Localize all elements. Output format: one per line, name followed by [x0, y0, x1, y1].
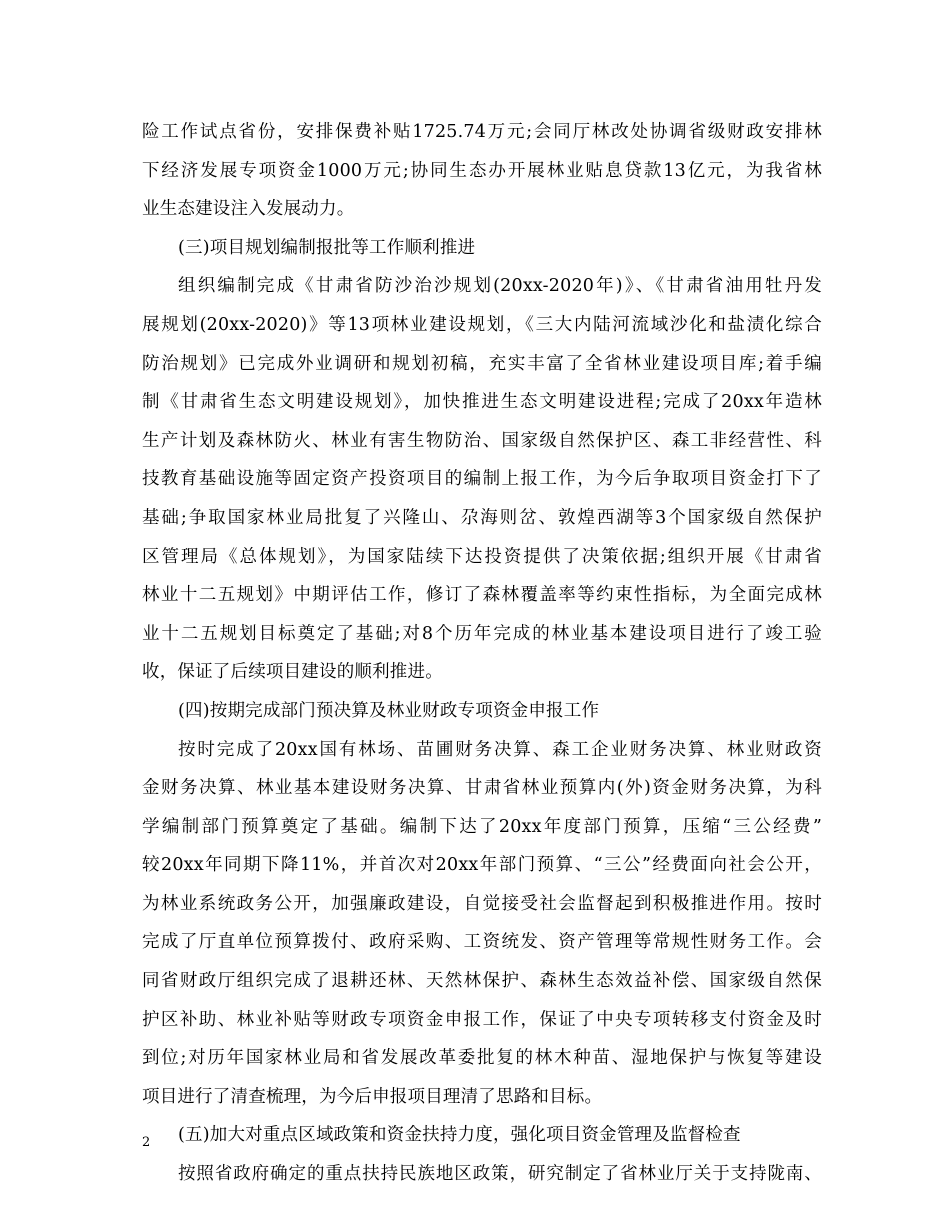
- text-line: 制《甘肃省生态文明建设规划》，加快推进生态文明建设进程;完成了20xx年造林: [142, 392, 822, 413]
- text-line: 到位;对历年国家林业局和省发展改革委批复的林木种苗、湿地保护与恢复等建设: [142, 1048, 822, 1069]
- text-line: 业生态建设注入发展动力。: [142, 199, 355, 220]
- text-line: 生产计划及森林防火、林业有害生物防治、国家级自然保护区、森工非经营性、科: [142, 430, 822, 451]
- text-line: 基础;争取国家林业局批复了兴隆山、尕海则岔、敦煌西湖等3个国家级自然保护: [142, 507, 822, 528]
- text-line: 防治规划》已完成外业调研和规划初稿，充实丰富了全省林业建设项目库;着手编: [142, 353, 822, 374]
- paragraph-first-line: 组织编制完成《甘肃省防沙治沙规划(20xx-2020年)》、《甘肃省油用牡丹发: [178, 276, 822, 297]
- text-line: 学编制部门预算奠定了基础。编制下达了20xx年度部门预算，压缩“三公经费”: [142, 816, 822, 837]
- text-line: 项目进行了清查梳理，为今后申报项目理清了思路和目标。: [142, 1086, 603, 1107]
- text-line: 同省财政厅组织完成了退耕还林、天然林保护、森林生态效益补偿、国家级自然保: [142, 971, 822, 992]
- text-line: 区管理局《总体规划》，为国家陆续下达投资提供了决策依据;组织开展《甘肃省: [142, 546, 822, 567]
- text-line: 展规划(20xx-2020)》等13项林业建设规划，《三大内陆河流域沙化和盐渍化综合: [142, 314, 822, 335]
- text-line: 险工作试点省份，安排保费补贴1725.74万元;会同厅林改处协调省级财政安排林: [142, 122, 822, 142]
- paragraph-first-line: 按时完成了20xx国有林场、苗圃财务决算、森工企业财务决算、林业财政资: [178, 739, 822, 760]
- section-heading-4: (四)按期完成部门预决算及林业财政专项资金申报工作: [178, 700, 600, 721]
- text-line: 业十二五规划目标奠定了基础;对8个历年完成的林业基本建设项目进行了竣工验: [142, 623, 822, 644]
- paragraph-first-line: 按照省政府确定的重点扶持民族地区政策，研究制定了省林业厅关于支持陇南、: [178, 1164, 822, 1185]
- text-line: 完成了厅直单位预算拨付、政府采购、工资统发、资产管理等常规性财务工作。会: [142, 932, 822, 953]
- text-line: 收，保证了后续项目建设的顺利推进。: [142, 662, 443, 683]
- text-line: 下经济发展专项资金1000万元;协同生态办开展林业贴息贷款13亿元，为我省林: [142, 160, 822, 181]
- text-line: 较20xx年同期下降11%，并首次对20xx年部门预算、“三公”经费面向社会公开，: [142, 855, 822, 876]
- text-line: 金财务决算、林业基本建设财务决算、甘肃省林业预算内(外)资金财务决算，为科: [142, 778, 822, 799]
- text-line: 为林业系统政务公开，加强廉政建设，自觉接受社会监督起到积极推进作用。按时: [142, 893, 822, 914]
- document-body: [142, 113, 822, 1194]
- text-line: 护区补助、林业补贴等财政专项资金申报工作，保证了中央专项转移支付资金及时: [142, 1009, 822, 1030]
- page-number: 2: [142, 1135, 151, 1150]
- section-heading-3: (三)项目规划编制报批等工作顺利推进: [178, 237, 476, 258]
- text-line: 林业十二五规划》中期评估工作，修订了森林覆盖率等约束性指标，为全面完成林: [142, 585, 822, 606]
- text-line: 技教育基础设施等固定资产投资项目的编制上报工作，为今后争取项目资金打下了: [142, 469, 822, 490]
- section-heading-5: (五)加大对重点区域政策和资金扶持力度，强化项目资金管理及监督检查: [178, 1125, 741, 1146]
